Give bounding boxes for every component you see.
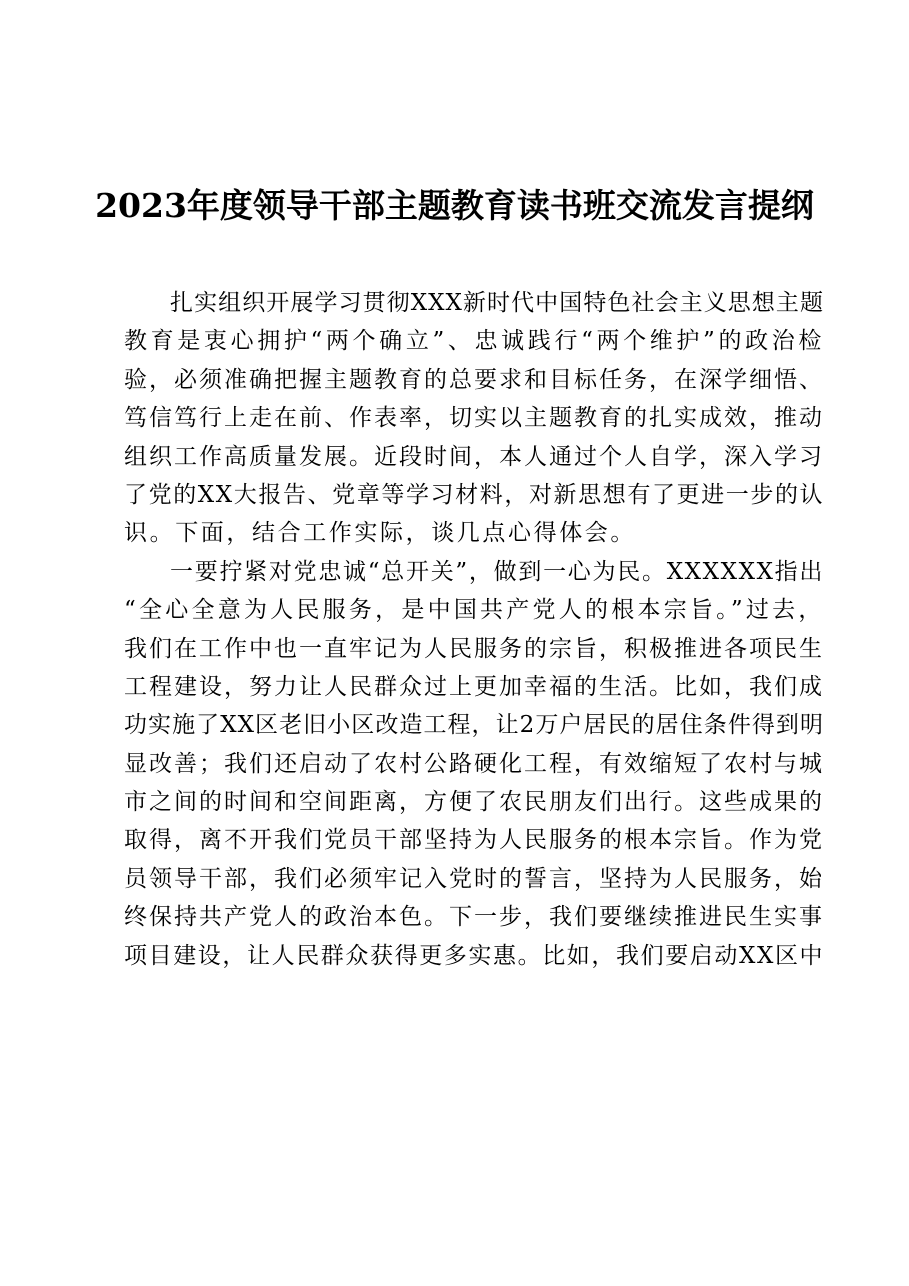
document-title: 2023年度领导干部主题教育读书班交流发言提纲 [95, 186, 814, 225]
paragraph-1-line-1: 扎实组织开展学习贯彻XXX新时代中国特色社会主义思想主题 [170, 290, 824, 316]
paragraph-2-line-10: 终保持共产党人的政治本色。下一步，我们要继续推进民生实事 [124, 904, 824, 931]
paragraph-2-line-1: 一要拧紧对党忠诚“总开关”，做到一心为民。XXXXXX指出 [170, 558, 824, 585]
paragraph-2-line-8: 取得，离不开我们党员干部坚持为人民服务的根本宗旨。作为党 [124, 827, 824, 854]
paragraph-2-line-6: 显改善；我们还启动了农村公路硬化工程，有效缩短了农村与城 [124, 750, 824, 777]
paragraph-2-line-5: 功实施了XX区老旧小区改造工程，让2万户居民的居住条件得到明 [124, 712, 824, 739]
paragraph-2-line-11: 项目建设，让人民群众获得更多实惠。比如，我们要启动XX区中 [124, 942, 825, 969]
paragraph-1-line-4: 笃信笃行上走在前、作表率，切实以主题教育的扎实成效，推动 [124, 405, 824, 432]
paragraph-2-line-3: 我们在工作中也一直牢记为人民服务的宗旨，积极推进各项民生 [124, 635, 824, 662]
paragraph-2-line-7: 市之间的时间和空间距离，方便了农民朋友们出行。这些成果的 [124, 789, 824, 816]
paragraph-2-line-9: 员领导干部，我们必须牢记入党时的誓言，坚持为人民服务，始 [124, 865, 824, 892]
paragraph-2-line-4: 工程建设，努力让人民群众过上更加幸福的生活。比如，我们成 [124, 673, 824, 700]
paragraph-1-line-2: 教育是衷心拥护“两个确立”、忠诚践行“两个维护”的政治检 [124, 328, 824, 355]
paragraph-1-line-3: 验，必须准确把握主题教育的总要求和目标任务，在深学细悟、 [124, 366, 824, 393]
paragraph-2-line-2: “全心全意为人民服务，是中国共产党人的根本宗旨。”过去， [124, 597, 824, 624]
paragraph-1-line-5: 组织工作高质量发展。近段时间，本人通过个人自学，深入学习 [124, 443, 824, 470]
paragraph-1-line-7: 识。下面，结合工作实际，谈几点心得体会。 [124, 520, 636, 547]
document-body [124, 284, 824, 975]
paragraph-1-line-6: 了党的XX大报告、党章等学习材料，对新思想有了更进一步的认 [124, 481, 825, 508]
